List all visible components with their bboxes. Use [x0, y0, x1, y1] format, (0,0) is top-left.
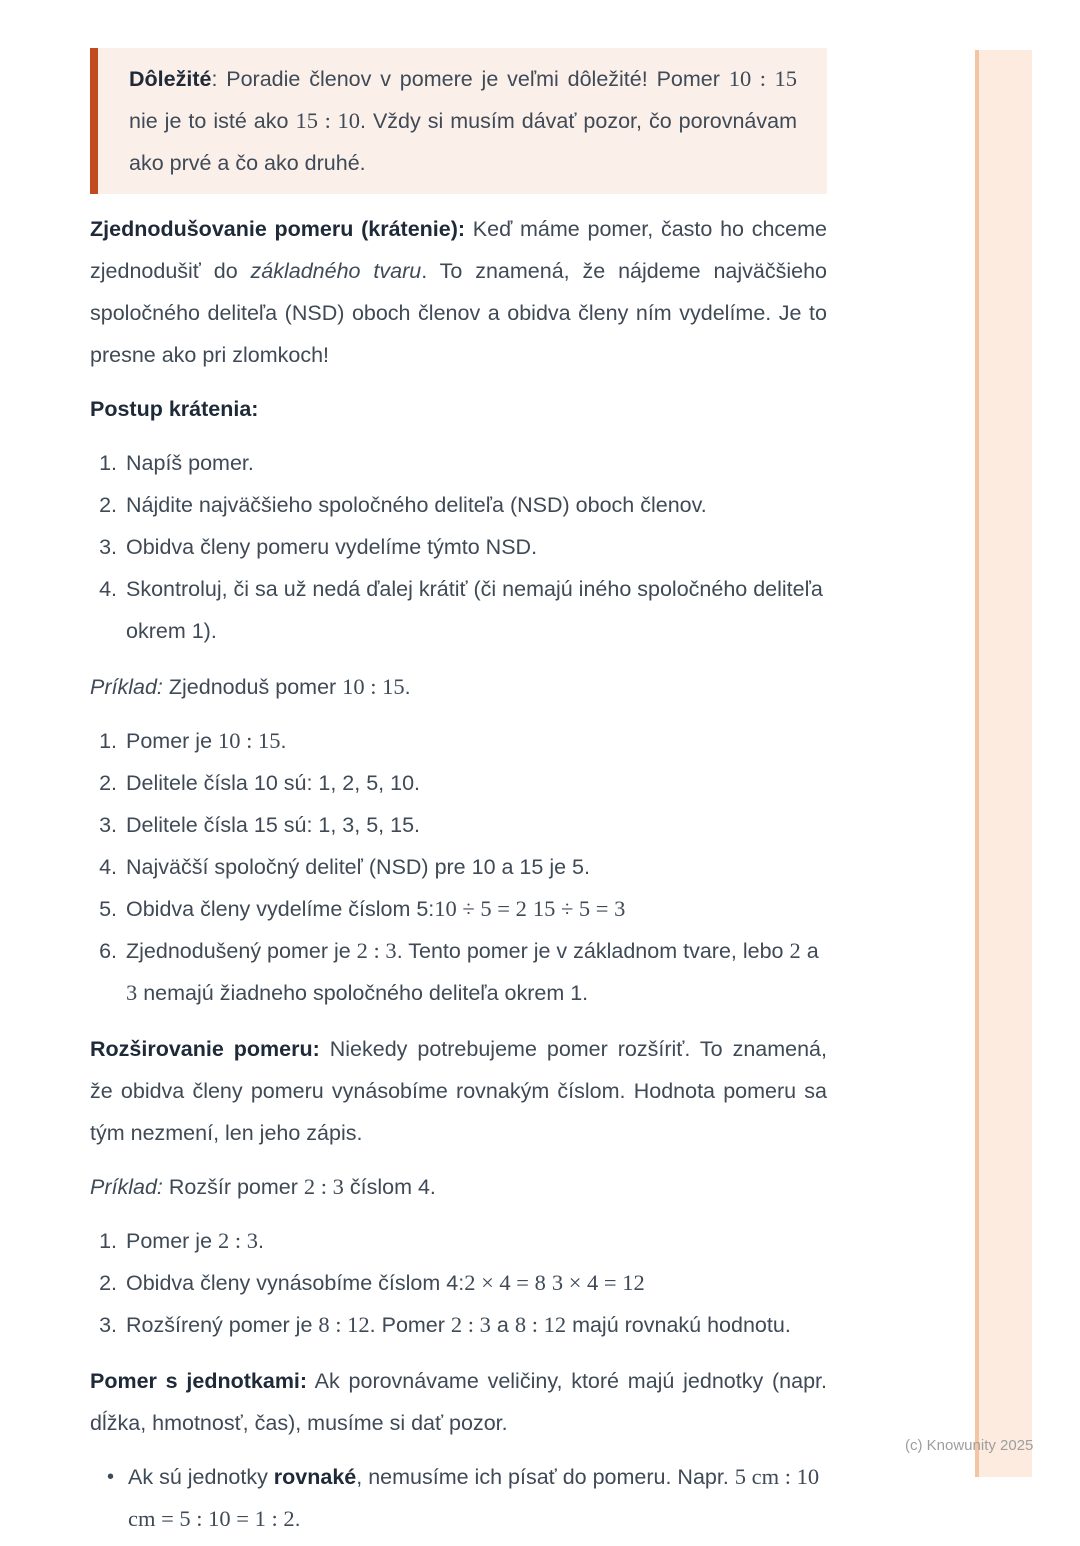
list-item	[123, 442, 827, 484]
priklad2-steps-list	[90, 1220, 827, 1346]
text-run: 10 : 15	[728, 66, 797, 91]
sidebar-strip	[975, 50, 1032, 1477]
footer-credit: (c) Knowunity 2025	[905, 1437, 1034, 1454]
priklad1-steps-list	[90, 720, 827, 1014]
text-run: . Tento pomer je v základnom tvare, lebo	[396, 939, 790, 963]
text-run: Pomer je	[126, 1229, 219, 1253]
text-run: 10 : 15	[218, 728, 281, 753]
text-run: 2 : 3	[356, 938, 397, 963]
text-run: Dôležité	[129, 67, 212, 91]
text-run: 5 cm : 10 cm = 5 : 10 = 1 : 2	[128, 1464, 820, 1531]
list-item	[123, 1304, 827, 1346]
list-item	[123, 568, 827, 652]
text-run: Rozšírený pomer je	[126, 1313, 319, 1337]
text-run: 8 : 12	[514, 1312, 567, 1337]
text-run: 10 : 15	[342, 674, 405, 699]
list-item	[123, 930, 827, 1014]
text-run: , nemusíme ich písať do pomeru. Napr.	[356, 1465, 735, 1489]
text-run: Najväčší spoločný deliteľ (NSD) pre 10 a 15 je 5.	[126, 855, 590, 879]
content-column	[90, 48, 827, 1546]
text-run: rovnaké	[273, 1465, 357, 1489]
text-run: Obidva členy vynásobíme číslom 4:	[126, 1271, 465, 1295]
text-run: Keď máme pomer, často ho chceme zjednodušiť do	[90, 217, 827, 283]
text-run: 8 : 12	[318, 1312, 370, 1337]
paragraph-rozsirovanie	[90, 1028, 827, 1154]
text-run: majú rovnakú hodnotu.	[566, 1313, 791, 1337]
text-run: a	[800, 939, 819, 963]
text-run: Príklad:	[90, 1175, 163, 1199]
list-item	[123, 484, 827, 526]
text-run: Rozšír pomer	[162, 1175, 304, 1199]
text-run: 3	[126, 980, 138, 1005]
text-run: Pomer je	[126, 729, 219, 753]
list-item	[90, 1456, 827, 1540]
text-run: 2 : 3	[303, 1174, 344, 1199]
priklad1-line	[90, 666, 827, 708]
text-run: 2 : 3	[218, 1228, 259, 1253]
text-run: . To znamená, že nájdeme najväčšieho spoločného deliteľa (NSD) oboch členov a obidva členy ním vydelíme. Je to presne ako pri zlomkoch!	[90, 259, 827, 367]
text-run: Zjednodušovanie pomeru (krátenie):	[90, 217, 466, 241]
list-item	[123, 762, 827, 804]
text-run: Napíš pomer.	[126, 451, 254, 475]
text-run: Obidva členy vydelíme číslom 5:	[126, 897, 435, 921]
text-run: Príklad:	[90, 675, 163, 699]
text-run: Ak porovnávame veličiny, ktoré majú jednotky (napr. dĺžka, hmotnosť, čas), musíme si dať pozor.	[90, 1369, 827, 1435]
important-callout	[90, 48, 827, 194]
text-run: 3 × 4 = 12	[551, 1270, 645, 1295]
text-run: .	[404, 675, 411, 699]
list-item	[123, 1220, 827, 1262]
text-run: Delitele čísla 15 sú: 1, 3, 5, 15.	[126, 813, 420, 837]
priklad2-line	[90, 1166, 827, 1208]
text-run: . Pomer	[369, 1313, 451, 1337]
text-run: a	[490, 1313, 515, 1337]
text-run: 2	[789, 938, 801, 963]
list-item	[123, 720, 827, 762]
text-run: Obidva členy pomeru vydelíme týmto NSD.	[126, 535, 538, 559]
text-run: Delitele čísla 10 sú: 1, 2, 5, 10.	[126, 771, 420, 795]
list-item	[123, 526, 827, 568]
text-run: .	[294, 1507, 301, 1531]
text-run: 2 : 3	[450, 1312, 491, 1337]
text-run: 15 : 10	[295, 108, 360, 133]
text-run: .	[258, 1229, 265, 1253]
text-run: nemajú žiadneho spoločného deliteľa okrem 1.	[137, 981, 589, 1005]
text-run: základného tvaru	[250, 259, 422, 283]
text-run: 15 ÷ 5 = 3	[532, 896, 626, 921]
paragraph-zjednodusovanie	[90, 208, 827, 376]
list-item	[123, 888, 827, 930]
text-run: .	[280, 729, 287, 753]
text-run: : Poradie členov v pomere je veľmi dôležité! Pomer	[211, 67, 729, 91]
text-run: . Vždy si musím dávať pozor, čo porovnávam ako prvé a čo ako druhé.	[129, 109, 797, 175]
postup-steps-list	[90, 442, 827, 652]
text-run: Zjednodušený pomer je	[126, 939, 357, 963]
heading-postup-kratenia: Postup krátenia:	[90, 397, 259, 421]
paragraph-jednotky	[90, 1360, 827, 1444]
text-run: nie je to isté ako	[129, 109, 296, 133]
callout-text	[129, 58, 797, 184]
text-run: Rozširovanie pomeru:	[90, 1037, 320, 1061]
list-item	[123, 846, 827, 888]
text-run: 2 × 4 = 8	[464, 1270, 546, 1295]
text-run: Niekedy potrebujeme pomer rozšíriť. To znamená, že obidva členy pomeru vynásobíme rovnakým číslom. Hodnota pomeru sa tým nezmení, len jeho zápis.	[90, 1037, 827, 1145]
text-run: Nájdite najväčšieho spoločného deliteľa (NSD) oboch členov.	[126, 493, 707, 517]
text-run: Skontroluj, či sa už nedá ďalej krátiť (či nemajú iného spoločného deliteľa okrem 1).	[126, 577, 823, 643]
jednotky-bullet-list	[90, 1456, 827, 1540]
list-item	[123, 1262, 827, 1304]
text-run: Zjednoduš pomer	[162, 675, 343, 699]
text-run: Pomer s jednotkami:	[90, 1369, 308, 1393]
text-run: 10 ÷ 5 = 2	[434, 896, 527, 921]
text-run: Ak sú jednotky	[128, 1465, 274, 1489]
list-item	[123, 804, 827, 846]
text-run: číslom 4.	[343, 1175, 436, 1199]
